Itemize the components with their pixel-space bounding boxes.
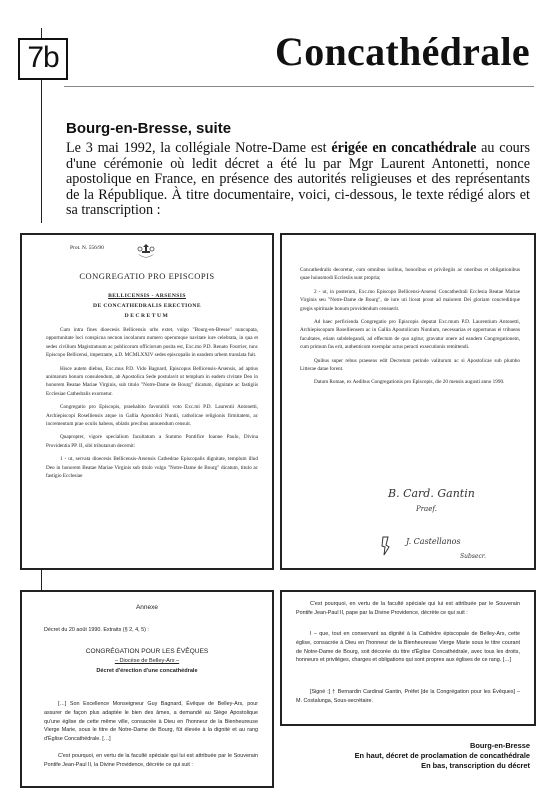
- caption-place: Bourg-en-Bresse: [470, 741, 530, 750]
- decree-scan-page-1: [20, 233, 274, 570]
- decree-paragraph: Quapropter, vigore specialium facultatum a Summo Pontifice Ioanne Paulo, Divina Providentia PP. II, sibi tributarum decernit:: [46, 434, 258, 449]
- decree-paragraph: Hisce autem diebus, Exc.mus P.D. Vido Bagnard, Episcopus Bellicensis-Arsensis, ad aptius animarum bonum consulendum, ab Apostolica Sede postulavit ut templum in eadem civitate Deo in honorem Beatae Mariae Virginis, sub titulo "Notre-Dame de Bourg" dicatum, dignitate ac fastigiis Ecclesiae Cathedralis exornetur.: [46, 365, 258, 397]
- decree-label: DECRETUM: [124, 313, 170, 319]
- intro-text-bold: érigée en concathédrale: [331, 140, 477, 156]
- intro-text-a: Le 3 mai 1992, la collégiale Notre-Dame est: [66, 140, 332, 156]
- intro-text-c: au cours d'une cérémonie où ledit décret a été lu par Mgr Laurent Antonetti, nonce apostolique en France, en présence des autorités religieuses et des représentants de la République. À titre documentaire, voici, ci-dessous, le texte rédigé alors et sa transcription :: [66, 140, 531, 219]
- annexe-congregation: CONGRÉGATION POUR LES ÉVÊQUES: [85, 648, 209, 655]
- annexe-paragraph-1: […] Son Excellence Monseigneur Guy Bagnard, Évêque de Belley-Ars, pour assurer de façon plus adaptée le bien des âmes, a demandé au Siège Apostolique qu'une église de cette même ville, consacrée à Dieu en l'honneur de la Bienheureuse Vierge Marie, sous le titre de Notre-Dame de Bourg, fût élevée à la dignité et au rang d'Église Concathédrale. […]: [44, 701, 258, 743]
- decree-paragraph: Datum Romae, ex Aedibus Congregationis pro Episcopis, die 20 mensis augusti anno 1990.: [314, 379, 505, 386]
- signature-title-praef: Praef.: [416, 505, 437, 513]
- decree-subject: DE CONCATHEDRALIS ERECTIONE: [93, 303, 201, 309]
- transcription-continued: [280, 590, 536, 726]
- transcription-paragraph-2: I – que, tout en conservant sa dignité à la Cathèdre épiscopale de Belley-Ars, cette église, consacrée à Dieu en l'honneur de la Bienheureuse Vierge Marie sous le titre courant de Notre-Dame de Bourg, soit décorée du titre d'Église Concathédrale, avec tous les droits, honneurs et privilèges, charges et obligations qui sont propres aux églises de ce rang. […]: [296, 631, 520, 664]
- decree-paragraph: 2 - ut, in posterum, Exc.mo Episcopo Bellicensi-Arsensi Concathedrali Ecclesia Beatae Mariae Virginis seu "Notre-Dame de Bourg", de iure uti liceat prout ad maiorem Dei gloriam concreditique gregis spirituale bonum providendum censuerit.: [300, 288, 520, 312]
- signature-title-subsecr: Subsecr.: [460, 553, 486, 560]
- annexe-decree-title: Décret d'érection d'une concathédrale: [96, 668, 198, 674]
- decree-body-1: [46, 326, 258, 486]
- decree-paragraph: Congregatio pro Episcopis, praehabito favorabili voto Exc.mi P.D. Laurentii Antonetti, Archiepiscopi Roselliensis atque in Gallia Apostolici Nuntii, catholicae religionis firmitatem, ac incrementum prae oculis habens, oblatis precibus annuendum censuit.: [46, 404, 258, 428]
- transcription-annexe: [20, 590, 274, 788]
- seal-stamp-icon: [380, 535, 392, 557]
- decree-diocese: BELLICENSIS - ARSENSIS: [108, 293, 186, 299]
- signature-gantin: B. Card. Gantin: [388, 487, 475, 500]
- decree-paragraph: Concathedralis decoretur, cum omnibus iuribus, honoribus et privilegiis ac oneribus et obligationibus quae huiusmodi Ecclesiis sunt propria;: [300, 267, 520, 282]
- caption-top: En haut, décret de proclamation de concathédrale: [354, 751, 530, 760]
- annexe-date: Décret du 20 août 1990. Extraits (§ 2, 4, 5) :: [44, 627, 149, 633]
- decree-scan-page-2: [280, 233, 536, 570]
- decree-paragraph: Cum intra fines dioecesis Bellicensis urbs extet, vulgo "Bourg-en-Bresse" nuncupata, opportunitate loci conspicua necnon incolarum numero operumque navitate iure celebrata, in qua et sedes civilium Magistratuum ac publicorum officiorum posita est, Exc.mo P.D. Renato Fourrier, tunc Episcopo Bellicensi, impetrante, a.D. MCMLXXIV sedes episcopalis in eandem urbem translata fuit.: [46, 327, 258, 359]
- chapter-badge: 7b: [18, 38, 68, 80]
- decree-paragraph: Quibus super rebus praesens edit Decretum perinde valiturum ac si Apostolicae sub plumbo Litterae datae forent.: [300, 357, 520, 373]
- section-subtitle: Bourg-en-Bresse, suite: [66, 120, 232, 137]
- decree-paragraph: Ad haec perficienda Congregatio pro Episcopis deputat Exc.mum P.D. Laurentium Antonetti, Archiepiscopum Roselliensem ac in Gallia Apostolicum Nuntium, necessarias et opportunas ei tribuens facultates, etiam subdelegandi, ad effectum de quo agitur, gravatur onere ad eandem Congregationem, cum primum fas erit, authenticum exemplar actus peracti exsecutionis remittendi.: [300, 319, 520, 351]
- decree-paragraph: 1 - ut, servata dioecesis Bellicensis-Arsensis Cathedrae Episcopalis dignitate, templum illud Deo in honorem Beatae Mariae Virginis sub titulo vulgo "Notre-Dame de Bourg" dicatum, titulo ac fastigio Ecclesiae: [46, 456, 258, 480]
- page-title: Concathédrale: [275, 29, 530, 74]
- protocol-number: Prot. N. 556/90: [70, 245, 104, 251]
- transcription-signatories: [Signé :] † Bernardin Cardinal Gantin, Préfet [de la Congrégation pour les Évêques] – M. Costalunga, Sous-secrétaire.: [296, 689, 520, 704]
- signature-castellanos: J. Castellanos: [406, 537, 461, 546]
- transcription-paragraph-1: C'est pourquoi, en vertu de la faculté spéciale qui lui est attribuée par le Souverain Pontife Jean-Paul II, pape par la Divine Providence, décrète ce qui suit :: [296, 601, 520, 616]
- decree-body-2: [300, 266, 520, 392]
- papal-crest-icon: [134, 243, 158, 261]
- caption-bottom: En bas, transcription du décret: [421, 761, 530, 770]
- intro-paragraph: [66, 141, 530, 219]
- congregation-heading: CONGREGATIO PRO EPISCOPIS: [79, 271, 215, 281]
- title-rule: [64, 86, 534, 87]
- annexe-paragraph-2: C'est pourquoi, en vertu de la faculté spéciale qui lui est attribuée par le Souverain Pontife Jean-Paul II, la Divine Providence, décrète ce qui suit :: [44, 753, 258, 768]
- annexe-heading: Annexe: [135, 604, 159, 611]
- annexe-diocese: – Diocèse de Belley-Ars –: [114, 658, 180, 664]
